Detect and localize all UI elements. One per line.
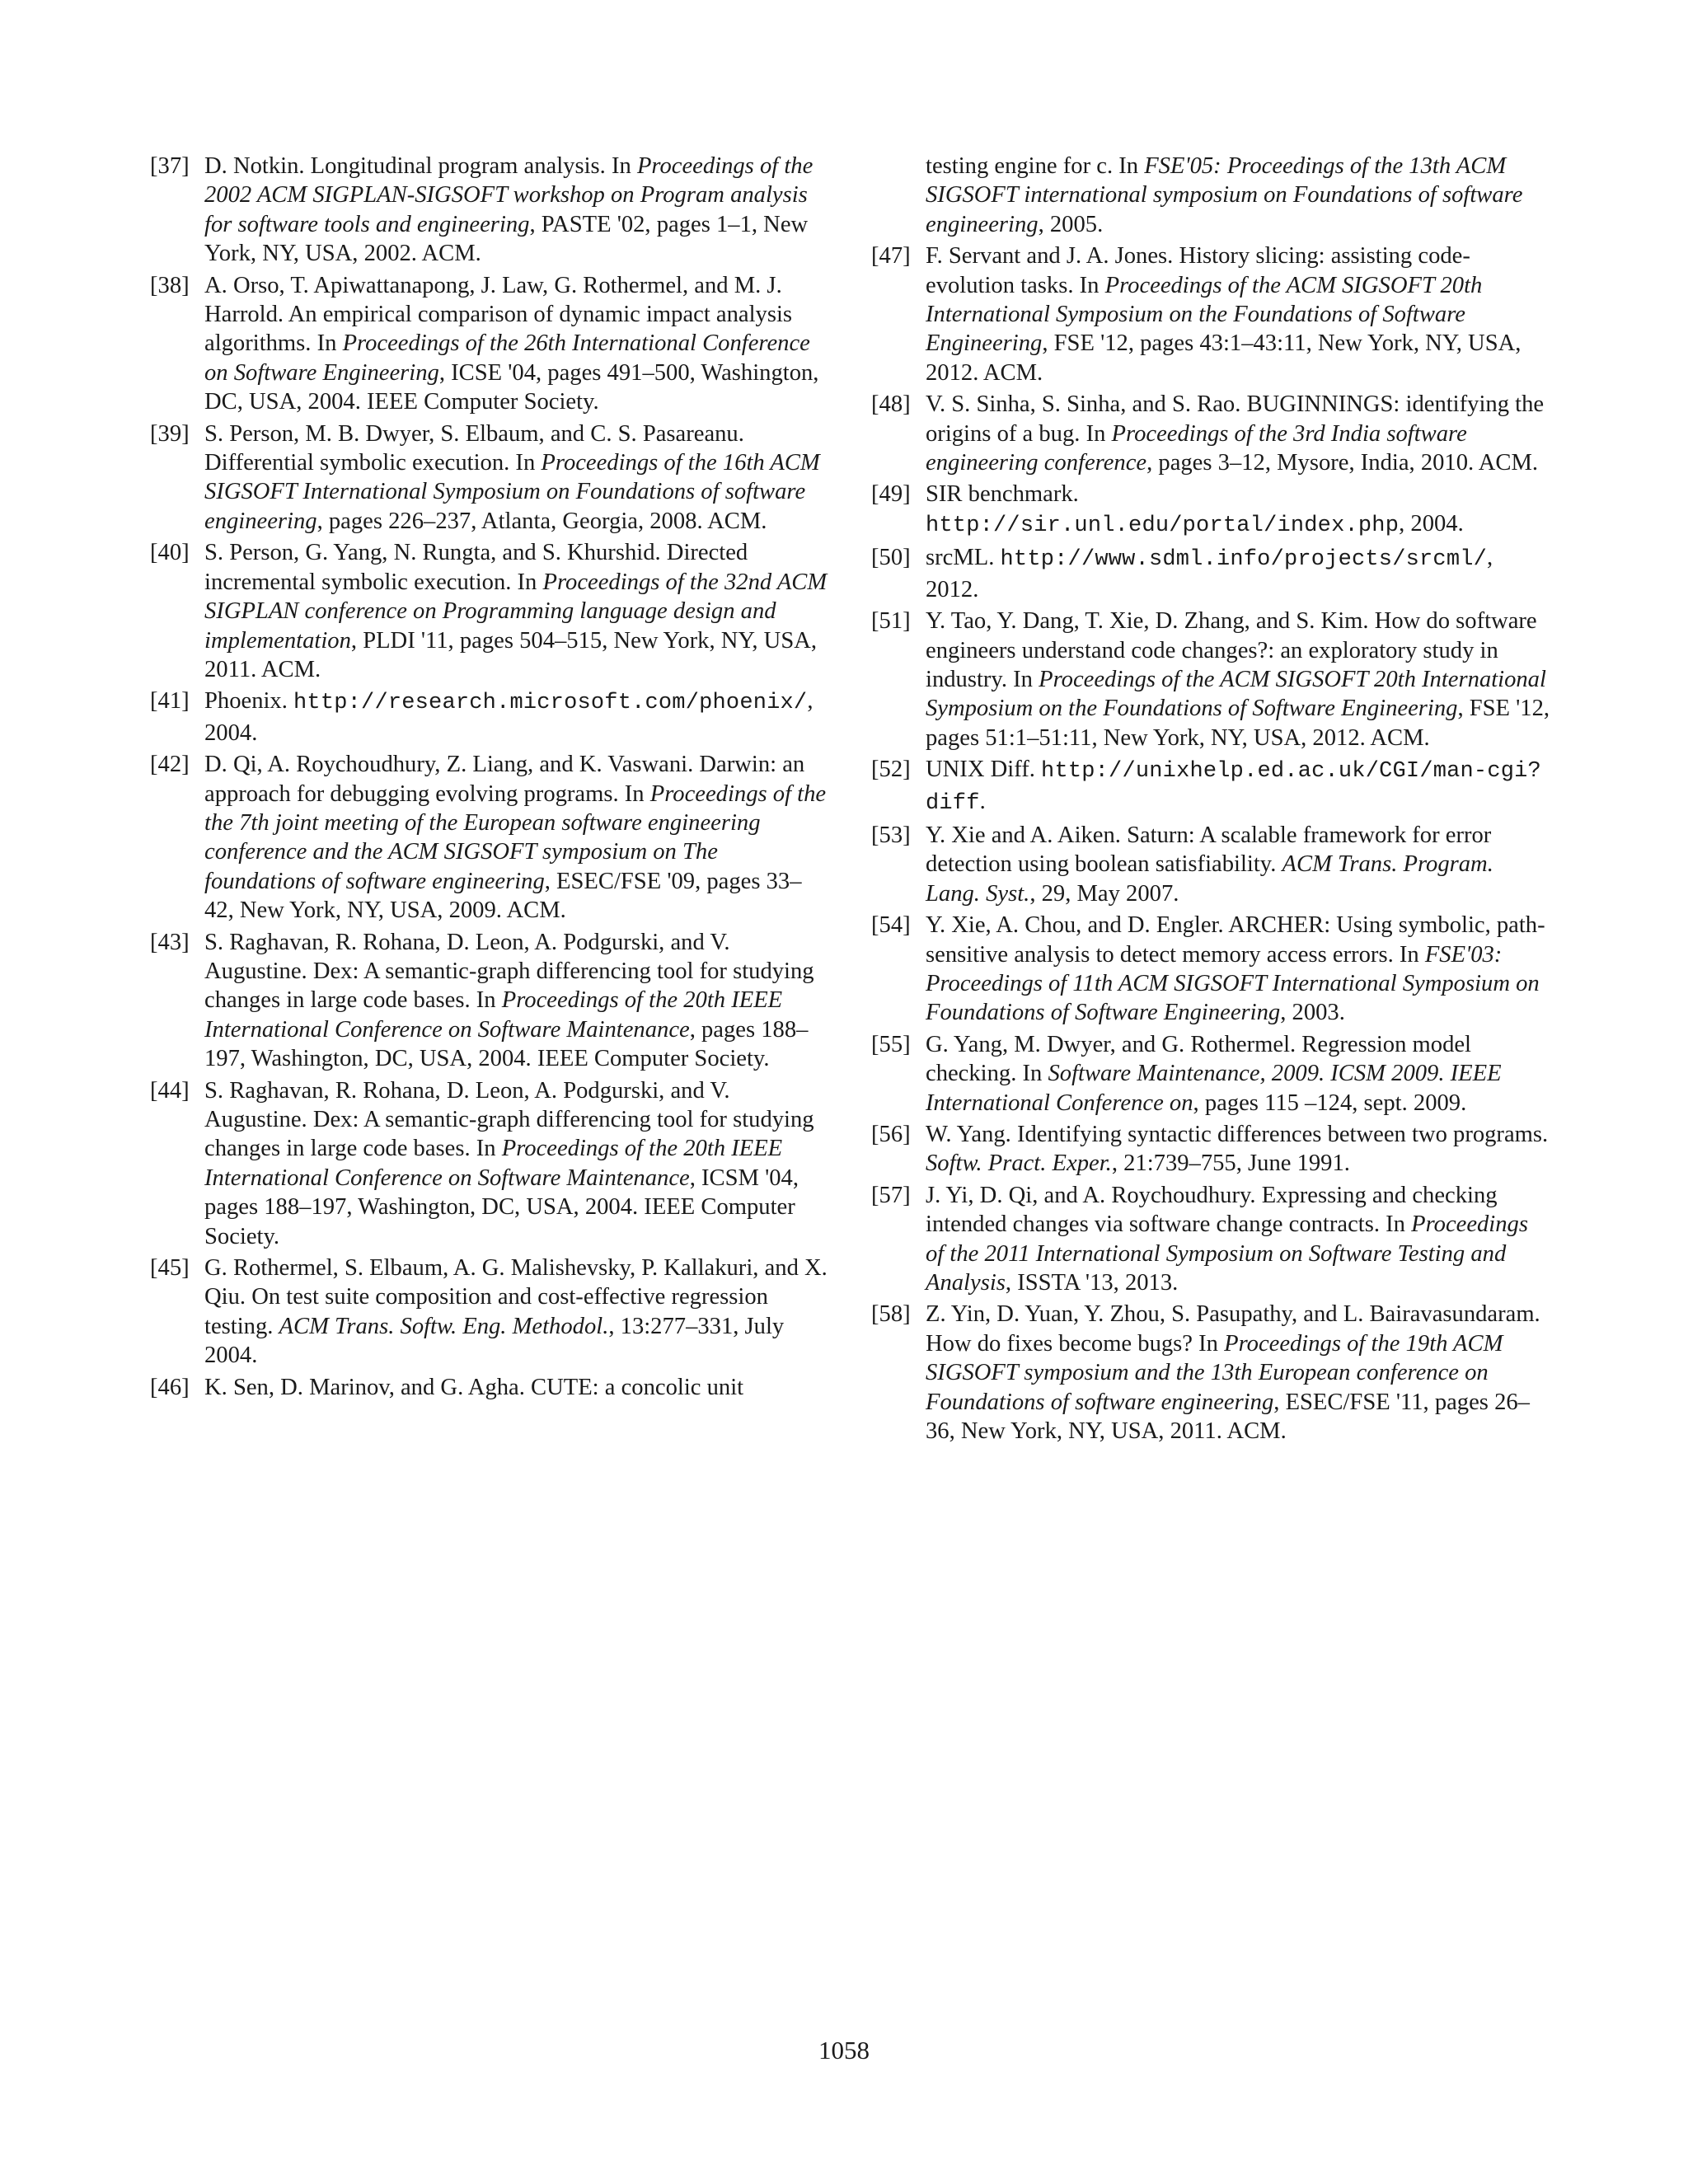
reference-entry <box>150 750 830 925</box>
reference-entry <box>871 755 1551 818</box>
reference-number: [46] <box>150 1374 190 1400</box>
reference-text: , pages 188–197, Washington, DC, USA, 2004. IEEE Computer Society. <box>204 1016 809 1072</box>
reference-venue: Proceedings of the 26th International Conference on Software Engineering <box>204 330 810 386</box>
page-number: 1058 <box>818 2036 870 2064</box>
reference-number: [42] <box>150 752 190 778</box>
reference-number: [53] <box>871 822 911 848</box>
reference-venue: ACM Trans. Program. Lang. Syst. <box>926 851 1493 907</box>
reference-text: Y. Tao, Y. Dang, T. Xie, D. Zhang, and S. Kim. How do software engineers understand code changes?: an exploratory study in industry. In <box>926 608 1537 692</box>
reference-text: , pages 115 –124, sept. 2009. <box>1193 1090 1467 1116</box>
reference-text: S. Raghavan, R. Rohana, D. Leon, A. Podgurski, and V. Augustine. Dex: A semantic-graph differencing tool for studying changes in large code bases. In <box>204 1077 814 1162</box>
reference-text: Z. Yin, D. Yuan, Y. Zhou, S. Pasupathy, and L. Bairavasundaram. How do fixes become bugs? In <box>926 1301 1540 1357</box>
reference-text: , FSE '12, pages 51:1–51:11, New York, NY, USA, 2012. ACM. <box>926 696 1550 751</box>
reference-url: http://unixhelp.ed.ac.uk/CGI/man-cgi?diff <box>926 759 1541 816</box>
reference-text: , 2012. <box>926 545 1493 602</box>
reference-number: [40] <box>150 540 190 566</box>
reference-entry <box>150 1076 830 1251</box>
reference-venue: Proceedings of the 2011 International Symposium on Software Testing and Analysis <box>926 1212 1528 1296</box>
reference-entry <box>150 419 830 537</box>
reference-number: [57] <box>871 1182 911 1208</box>
reference-text: , ICSE '04, pages 491–500, Washington, DC, USA, 2004. IEEE Computer Society. <box>204 359 819 415</box>
reference-text: . <box>979 788 986 814</box>
reference-text: , FSE '12, pages 43:1–43:11, New York, NY, USA, 2012. ACM. <box>926 330 1522 386</box>
reference-text: S. Person, G. Yang, N. Rungta, and S. Khurshid. Directed incremental symbolic execution. In <box>204 540 748 595</box>
reference-entry <box>150 928 830 1074</box>
reference-continuation <box>871 152 1551 239</box>
reference-text: , 2004. <box>204 688 814 746</box>
reference-number: [45] <box>150 1255 190 1282</box>
reference-entry <box>871 1181 1551 1298</box>
reference-url: http://research.microsoft.com/phoenix/ <box>293 691 808 716</box>
reference-text: , 2003. <box>1280 1000 1345 1026</box>
reference-number: [37] <box>150 153 190 179</box>
reference-number: [54] <box>871 912 911 939</box>
reference-entry <box>871 241 1551 387</box>
reference-entry <box>150 1254 830 1371</box>
reference-number: [43] <box>150 929 190 955</box>
reference-text: J. Yi, D. Qi, and A. Roychoudhury. Expressing and checking intended changes via software change contracts. In <box>926 1182 1498 1238</box>
reference-url: http://www.sdml.info/projects/srcml/ <box>1000 547 1488 573</box>
reference-entry <box>871 1120 1551 1179</box>
reference-text: W. Yang. Identifying syntactic differences between two programs. <box>926 1122 1549 1147</box>
reference-text: UNIX Diff. <box>926 757 1042 783</box>
reference-venue: Proceedings of the ACM SIGSOFT 20th International Symposium on the Foundations of Software Engineering <box>926 666 1546 722</box>
reference-entry <box>150 1373 830 1402</box>
reference-entry <box>150 271 830 417</box>
reference-venue: Proceedings of the 20th IEEE International Conference on Software Maintenance <box>204 987 783 1043</box>
reference-entry <box>871 821 1551 908</box>
reference-text: , ESEC/FSE '09, pages 33–42, New York, NY, USA, 2009. ACM. <box>204 868 802 924</box>
reference-venue: Softw. Pract. Exper. <box>926 1151 1112 1177</box>
reference-number: [55] <box>871 1031 911 1057</box>
reference-text: V. S. Sinha, S. Sinha, and S. Rao. BUGINNINGS: identifying the origins of a bug. In <box>926 391 1545 447</box>
reference-text: , PASTE '02, pages 1–1, New York, NY, USA, 2002. ACM. <box>204 211 809 267</box>
reference-text: , 29, May 2007. <box>1029 880 1179 907</box>
reference-text: K. Sen, D. Marinov, and G. Agha. CUTE: a concolic unit <box>204 1374 744 1400</box>
reference-text: , ESEC/FSE '11, pages 26–36, New York, NY, USA, 2011. ACM. <box>926 1389 1530 1445</box>
reference-entry <box>871 390 1551 477</box>
reference-entry <box>150 538 830 684</box>
reference-number: [39] <box>150 420 190 447</box>
reference-text: A. Orso, T. Apiwattanapong, J. Law, G. Rothermel, and M. J. Harrold. An empirical comparison of dynamic impact analysis algorithms. In <box>204 272 793 357</box>
reference-entry <box>871 1030 1551 1118</box>
reference-text: Phoenix. <box>204 688 294 715</box>
reference-venue: Proceedings of the 20th IEEE International Conference on Software Maintenance <box>204 1136 783 1191</box>
reference-number: [49] <box>871 481 911 508</box>
reference-text: S. Person, M. B. Dwyer, S. Elbaum, and C. S. Pasareanu. Differential symbolic execution. In <box>204 420 744 476</box>
reference-number: [52] <box>871 757 911 783</box>
reference-number: [47] <box>871 243 911 269</box>
reference-text: , pages 226–237, Atlanta, Georgia, 2008. ACM. <box>316 508 767 534</box>
reference-entry <box>871 911 1551 1028</box>
reference-text: D. Notkin. Longitudinal program analysis. In <box>204 153 637 179</box>
reference-number: [44] <box>150 1077 190 1104</box>
reference-venue: FSE'03: Proceedings of 11th ACM SIGSOFT International Symposium on Foundations of Software Engineering <box>926 941 1540 1026</box>
reference-text: G. Rothermel, S. Elbaum, A. G. Malishevsky, P. Kallakuri, and X. Qiu. On test suite composition and cost-effective regression testing. <box>204 1255 828 1339</box>
reference-text: , 21:739–755, June 1991. <box>1111 1151 1350 1177</box>
reference-text: D. Qi, A. Roychoudhury, Z. Liang, and K. Vaswani. Darwin: an approach for debugging evolving programs. In <box>204 752 805 807</box>
reference-url: http://sir.unl.edu/portal/index.php <box>926 513 1400 538</box>
references-left-column <box>150 152 830 1404</box>
references-right-column <box>871 152 1551 1448</box>
reference-entry <box>871 1300 1551 1446</box>
reference-text: , ISSTA '13, 2013. <box>1005 1270 1179 1296</box>
reference-text: S. Raghavan, R. Rohana, D. Leon, A. Podgurski, and V. Augustine. Dex: A semantic-graph differencing tool for studying changes in large code bases. In <box>204 929 814 1014</box>
reference-text: , 2004. <box>1399 510 1464 537</box>
reference-number: [56] <box>871 1122 911 1147</box>
reference-text: , PLDI '11, pages 504–515, New York, NY, USA, 2011. ACM. <box>204 627 818 682</box>
reference-number: [51] <box>871 608 911 635</box>
reference-number: [41] <box>150 688 190 715</box>
reference-entry <box>871 607 1551 752</box>
reference-text: testing engine for c. In <box>926 153 1145 179</box>
reference-text: , pages 3–12, Mysore, India, 2010. ACM. <box>1146 450 1539 476</box>
reference-text: Y. Xie, A. Chou, and D. Engler. ARCHER: Using symbolic, path-sensitive analysis to detect memory access errors. In <box>926 912 1545 968</box>
reference-entry <box>150 687 830 748</box>
reference-text: Y. Xie and A. Aiken. Saturn: A scalable framework for error detection using boolean satisfiability. <box>926 822 1492 878</box>
reference-text: G. Yang, M. Dwyer, and G. Rothermel. Regression model checking. In <box>926 1031 1471 1087</box>
reference-text: , ICSM '04, pages 188–197, Washington, DC, USA, 2004. IEEE Computer Society. <box>204 1165 799 1249</box>
reference-venue: Proceedings of the 19th ACM SIGSOFT symposium and the 13th European conference on Foundations of software engineering <box>926 1330 1503 1415</box>
reference-venue: Proceedings of the 2002 ACM SIGPLAN-SIGSOFT workshop on Program analysis for software tools and engineering <box>204 153 814 237</box>
reference-text: , 2005. <box>1038 211 1104 237</box>
reference-number: [38] <box>150 272 190 298</box>
reference-entry <box>871 543 1551 604</box>
reference-venue: Proceedings of the 16th ACM SIGSOFT International Symposium on Foundations of software engineering <box>204 450 820 534</box>
reference-venue: Proceedings of the ACM SIGSOFT 20th International Symposium on the Foundations of Software Engineering <box>926 272 1483 357</box>
reference-entry <box>871 480 1551 541</box>
reference-venue: Software Maintenance, 2009. ICSM 2009. IEEE International Conference on <box>926 1061 1502 1116</box>
reference-text: srcML. <box>926 545 1001 571</box>
reference-venue: FSE'05: Proceedings of the 13th ACM SIGSOFT international symposium on Foundations of software engineering <box>926 153 1523 237</box>
reference-venue: Proceedings of the the 7th joint meeting of the European software engineering conference and the ACM SIGSOFT symposium on The foundations of software engineering <box>204 780 827 894</box>
reference-text: F. Servant and J. A. Jones. History slicing: assisting code-evolution tasks. In <box>926 243 1470 298</box>
reference-number: [48] <box>871 391 911 418</box>
reference-venue: Proceedings of the 3rd India software engineering conference <box>926 420 1467 476</box>
reference-number: [58] <box>871 1301 911 1328</box>
reference-entry <box>150 152 830 269</box>
reference-text: SIR benchmark. <box>926 481 1079 508</box>
reference-text: , 13:277–331, July 2004. <box>204 1313 785 1369</box>
reference-venue: ACM Trans. Softw. Eng. Methodol. <box>279 1313 609 1339</box>
reference-number: [50] <box>871 545 911 571</box>
reference-venue: Proceedings of the 32nd ACM SIGPLAN conference on Programming language design and implementation <box>204 569 828 654</box>
